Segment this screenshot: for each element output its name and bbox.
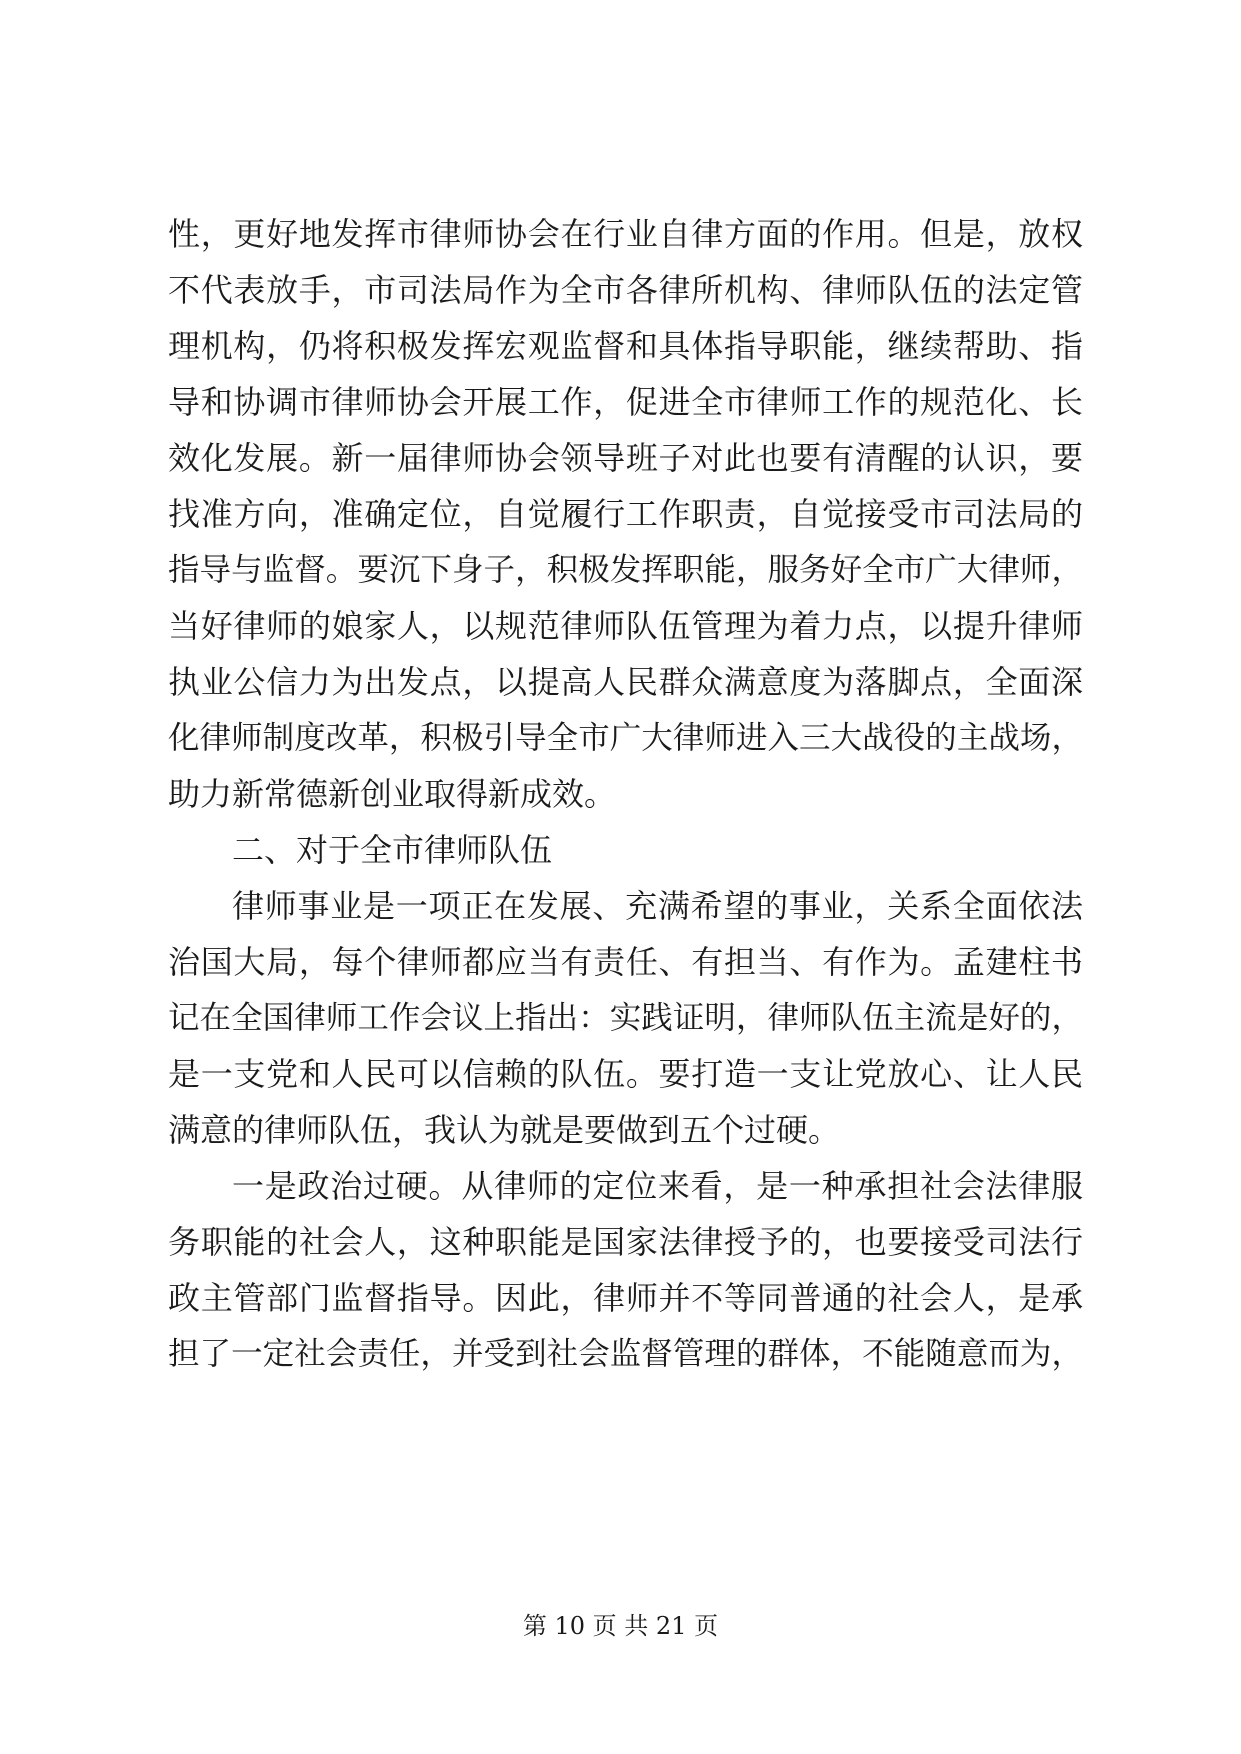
text-line: 理机构，仍将积极发挥宏观监督和具体指导职能，继续帮助、指 <box>168 327 1083 365</box>
text-line: 一是政治过硬。从律师的定位来看，是一种承担社会法律服 <box>232 1167 1083 1205</box>
text-line: 不代表放手，市司法局作为全市各律所机构、律师队伍的法定管 <box>168 271 1083 309</box>
text-line: 指导与监督。要沉下身子，积极发挥职能，服务好全市广大律师， <box>168 552 1083 588</box>
page-number-footer: 第 10 页 共 21 页 <box>522 1612 719 1640</box>
text-line: 当好律师的娘家人，以规范律师队伍管理为着力点，以提升律师 <box>168 607 1083 645</box>
section-heading: 二、对于全市律师队伍 <box>232 831 553 869</box>
text-line: 助力新常德新创业取得新成效。 <box>168 775 617 813</box>
text-line: 政主管部门监督指导。因此，律师并不等同普通的社会人，是承 <box>168 1279 1083 1317</box>
text-line: 化律师制度改革，积极引导全市广大律师进入三大战役的主战场， <box>168 720 1083 756</box>
text-line: 务职能的社会人，这种职能是国家法律授予的，也要接受司法行 <box>168 1223 1083 1261</box>
text-line: 导和协调市律师协会开展工作，促进全市律师工作的规范化、长 <box>168 383 1083 421</box>
text-line: 担了一定社会责任，并受到社会监督管理的群体，不能随意而为， <box>168 1336 1083 1372</box>
text-line: 执业公信力为出发点，以提高人民群众满意度为落脚点，全面深 <box>168 663 1083 701</box>
text-line: 找准方向，准确定位，自觉履行工作职责，自觉接受市司法局的 <box>168 495 1083 533</box>
text-line: 治国大局，每个律师都应当有责任、有担当、有作为。孟建柱书 <box>168 943 1083 981</box>
text-line: 律师事业是一项正在发展、充满希望的事业，关系全面依法 <box>232 887 1083 925</box>
text-line: 满意的律师队伍，我认为就是要做到五个过硬。 <box>168 1111 841 1149</box>
text-line: 记在全国律师工作会议上指出：实践证明，律师队伍主流是好的， <box>168 1000 1083 1036</box>
text-line: 是一支党和人民可以信赖的队伍。要打造一支让党放心、让人民 <box>168 1055 1083 1093</box>
text-line: 性，更好地发挥市律师协会在行业自律方面的作用。但是，放权 <box>168 215 1083 253</box>
text-line: 效化发展。新一届律师协会领导班子对此也要有清醒的认识，要 <box>168 439 1083 477</box>
